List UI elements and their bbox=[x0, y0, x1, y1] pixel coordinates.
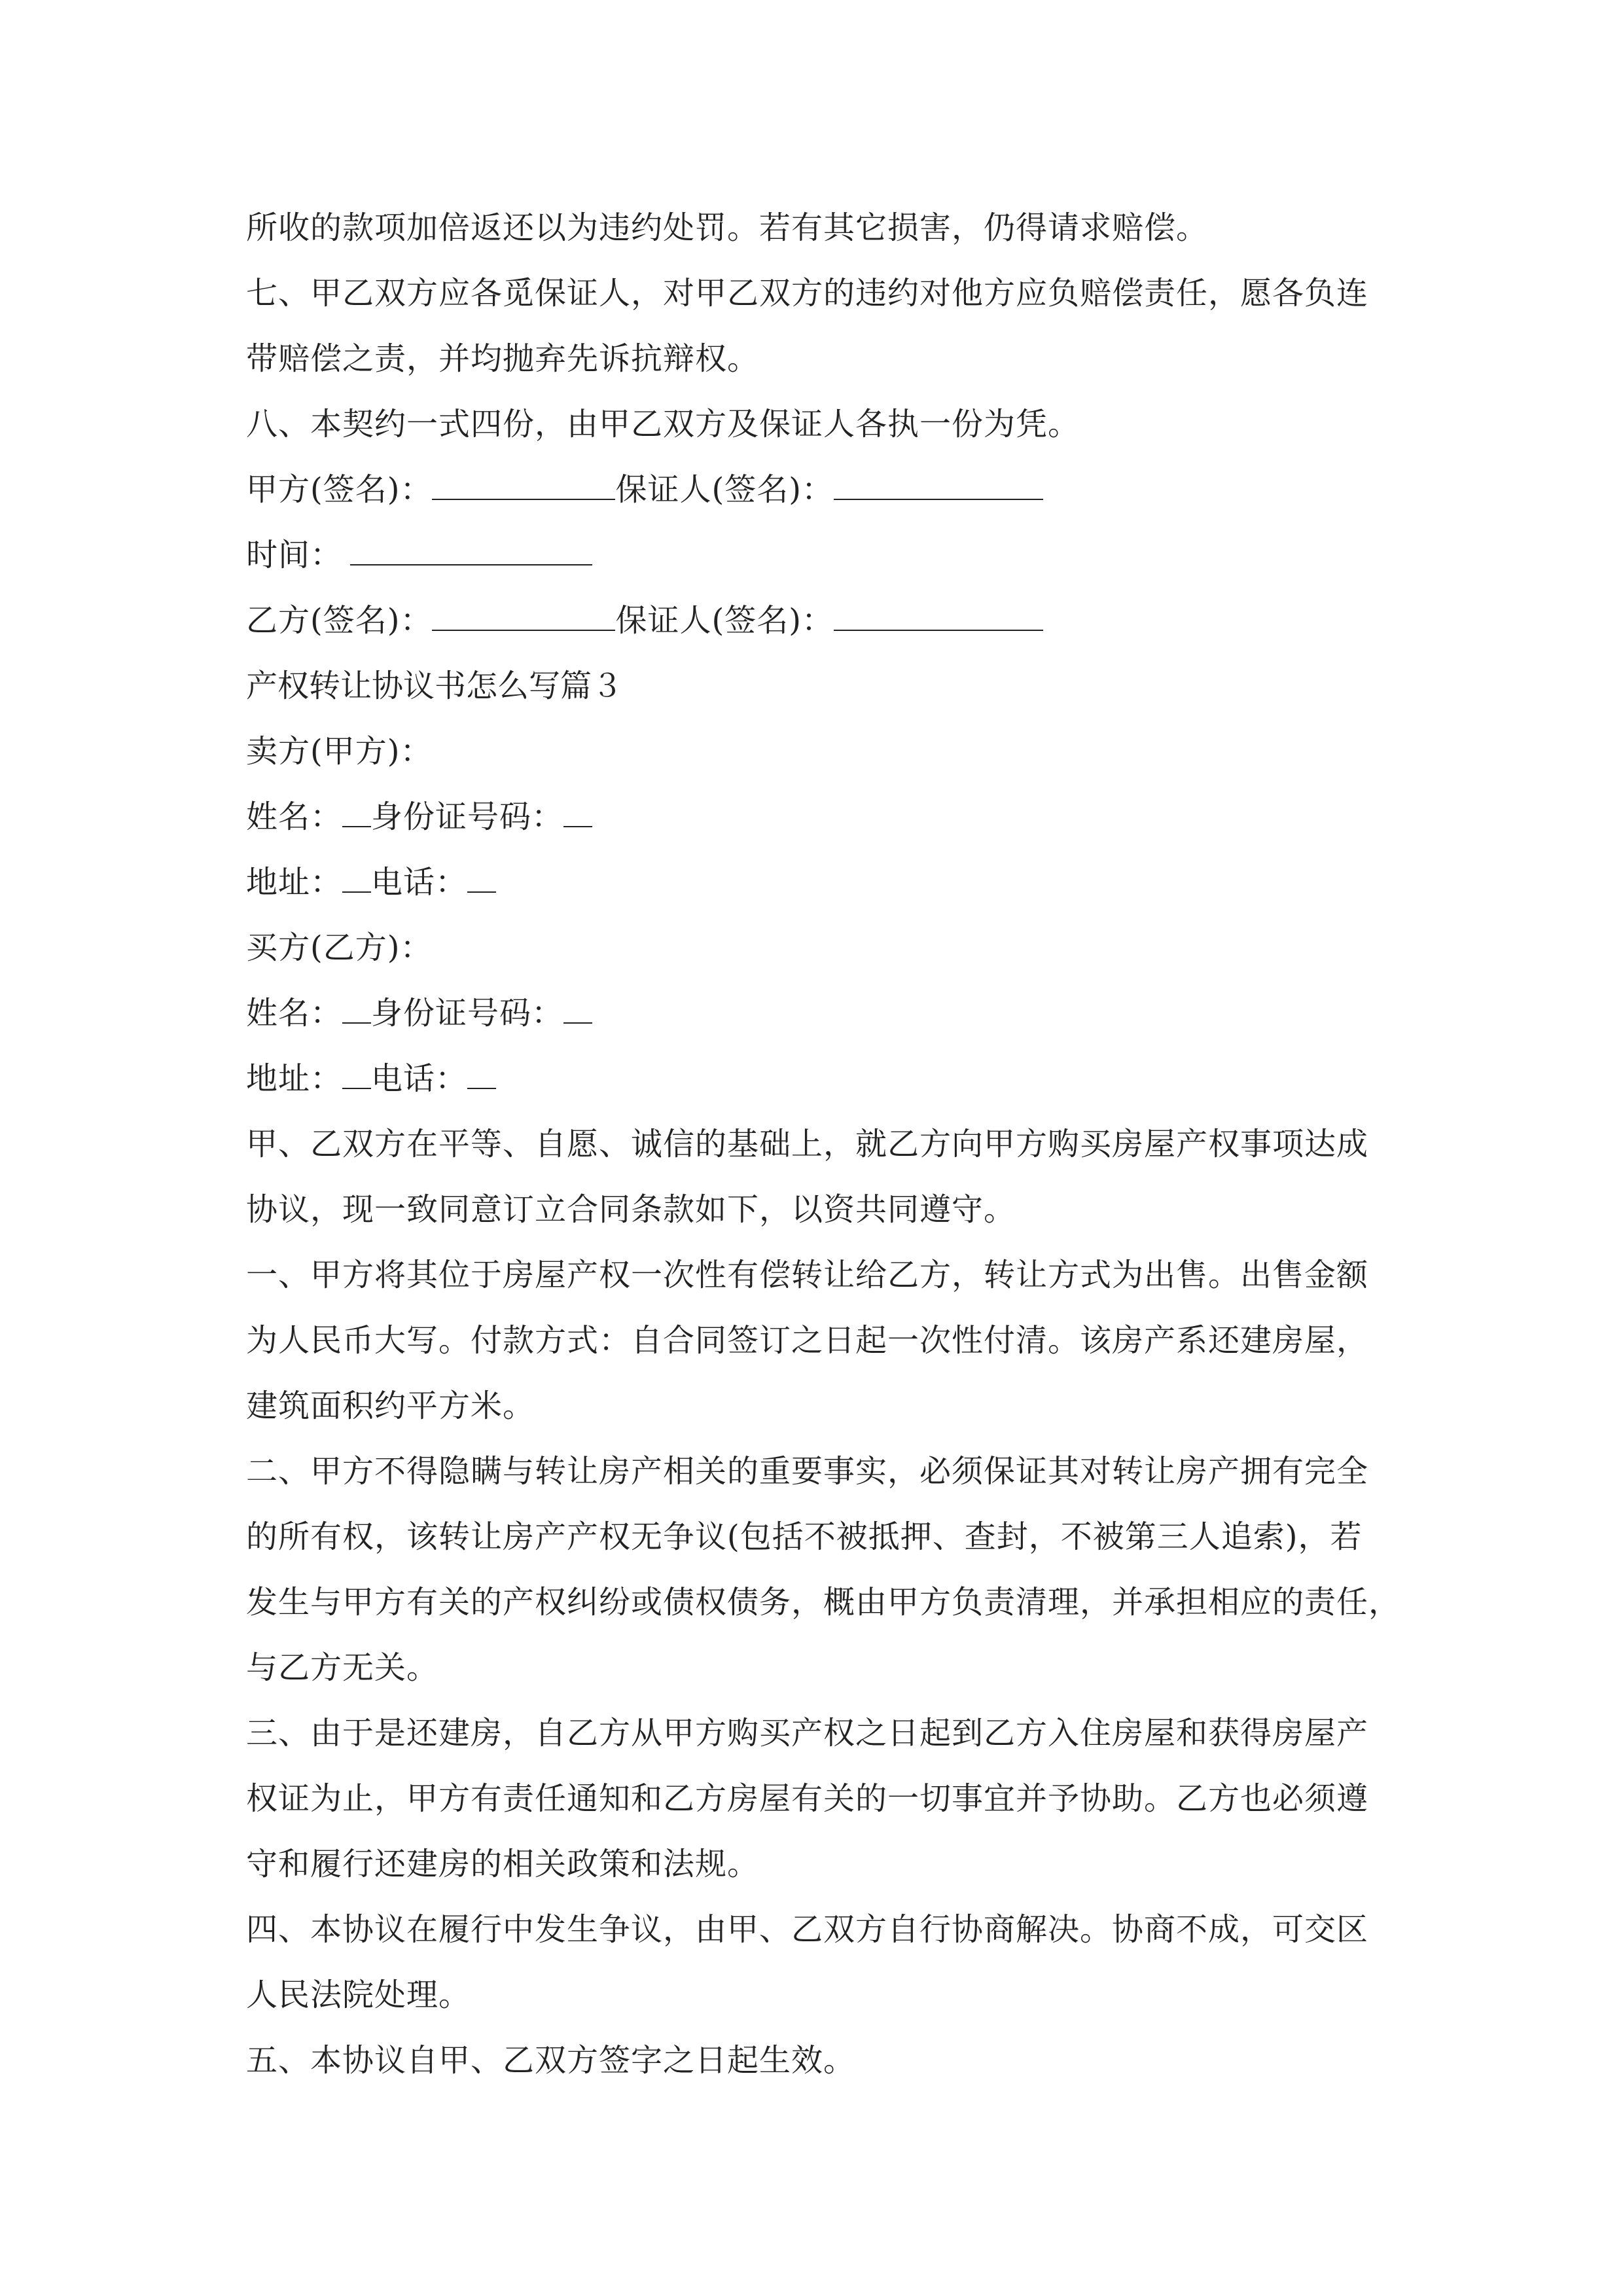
party-b-signature-blank bbox=[432, 590, 615, 631]
buyer-phone-blank bbox=[467, 1049, 496, 1089]
guarantor-a-signature-blank bbox=[834, 459, 1043, 500]
seller-phone-blank bbox=[467, 852, 496, 893]
body-line: 三、由于是还建房，自乙方从甲方购买产权之日起到乙方入住房屋和获得房屋产 bbox=[246, 1715, 1369, 1751]
buyer-name-row bbox=[246, 980, 1388, 1046]
buyer-id-label: 身份证号码： bbox=[371, 995, 564, 1031]
body-line: 人民法院处理。 bbox=[246, 1977, 471, 2013]
buyer-title: 买方(乙方)： bbox=[246, 929, 433, 966]
paragraph-line: 八、本契约一式四份，由甲乙双方及保证人各执一份为凭。 bbox=[246, 406, 1080, 442]
body-line: 守和履行还建房的相关政策和法规。 bbox=[246, 1846, 760, 1882]
body-line: 四、本协议在履行中发生争议，由甲、乙双方自行协商解决。协商不成，可交区 bbox=[246, 1911, 1369, 1948]
time-row bbox=[246, 522, 1388, 588]
guarantor-a-signature-label: 保证人(签名)： bbox=[615, 471, 834, 508]
seller-address-label: 地址： bbox=[246, 864, 343, 901]
buyer-id-blank bbox=[563, 983, 592, 1024]
signature-row-party-b bbox=[246, 588, 1388, 653]
body-line: 一、甲方将其位于房屋产权一次性有偿转让给乙方，转让方式为出售。出售金额 bbox=[246, 1257, 1369, 1293]
party-a-signature-label: 甲方(签名)： bbox=[246, 471, 433, 508]
seller-address-blank bbox=[342, 852, 371, 893]
guarantor-b-signature-blank bbox=[834, 590, 1043, 631]
seller-address-row bbox=[246, 850, 1388, 915]
signature-row-party-a bbox=[246, 457, 1388, 522]
paragraph-line: 带赔偿之责，并均抛弃先诉抗辩权。 bbox=[246, 340, 760, 377]
seller-name-row bbox=[246, 784, 1388, 850]
body-line: 二、甲方不得隐瞒与转让房产相关的重要事实，必须保证其对转让房产拥有完全 bbox=[246, 1453, 1369, 1490]
seller-id-blank bbox=[563, 787, 592, 827]
seller-id-label: 身份证号码： bbox=[371, 798, 564, 835]
party-a-signature-blank bbox=[432, 459, 615, 500]
section-heading: 产权转让协议书怎么写篇３ bbox=[246, 668, 624, 704]
paragraph-line: 所收的款项加倍返还以为违约处罚。若有其它损害，仍得请求赔偿。 bbox=[246, 209, 1209, 246]
body-line: 建筑面积约平方米。 bbox=[246, 1388, 535, 1424]
time-blank bbox=[350, 525, 592, 565]
time-label: 时间： bbox=[246, 537, 343, 573]
seller-name-label: 姓名： bbox=[246, 798, 343, 835]
paragraph-line: 七、甲乙双方应各觅保证人，对甲乙双方的违约对他方应负赔偿责任，愿各负连 bbox=[246, 275, 1369, 312]
buyer-address-row bbox=[246, 1046, 1388, 1111]
body-line: 甲、乙双方在平等、自愿、诚信的基础上，就乙方向甲方购买房屋产权事项达成 bbox=[246, 1126, 1369, 1162]
seller-title: 卖方(甲方)： bbox=[246, 733, 433, 770]
body-line: 权证为止，甲方有责任通知和乙方房屋有关的一切事宜并予协助。乙方也必须遵 bbox=[246, 1780, 1369, 1817]
buyer-name-label: 姓名： bbox=[246, 995, 343, 1031]
body-line: 发生与甲方有关的产权纠纷或债权债务，概由甲方负责清理，并承担相应的责任， bbox=[246, 1584, 1401, 1621]
seller-phone-label: 电话： bbox=[371, 864, 468, 901]
guarantor-b-signature-label: 保证人(签名)： bbox=[615, 602, 834, 639]
body-line: 为人民币大写。付款方式：自合同签订之日起一次性付清。该房产系还建房屋， bbox=[246, 1322, 1369, 1359]
body-line: 与乙方无关。 bbox=[246, 1649, 439, 1686]
buyer-name-blank bbox=[342, 983, 371, 1024]
seller-name-blank bbox=[342, 787, 371, 827]
body-line: 协议，现一致同意订立合同条款如下，以资共同遵守。 bbox=[246, 1191, 1016, 1228]
body-line: 五、本协议自甲、乙双方签字之日起生效。 bbox=[246, 2042, 856, 2079]
document-body bbox=[246, 195, 1401, 2093]
buyer-phone-label: 电话： bbox=[371, 1060, 468, 1097]
body-line: 的所有权，该转让房产产权无争议(包括不被抵押、查封，不被第三人追索)，若 bbox=[246, 1518, 1363, 1555]
party-b-signature-label: 乙方(签名)： bbox=[246, 602, 433, 639]
buyer-address-label: 地址： bbox=[246, 1060, 343, 1097]
buyer-address-blank bbox=[342, 1049, 371, 1089]
